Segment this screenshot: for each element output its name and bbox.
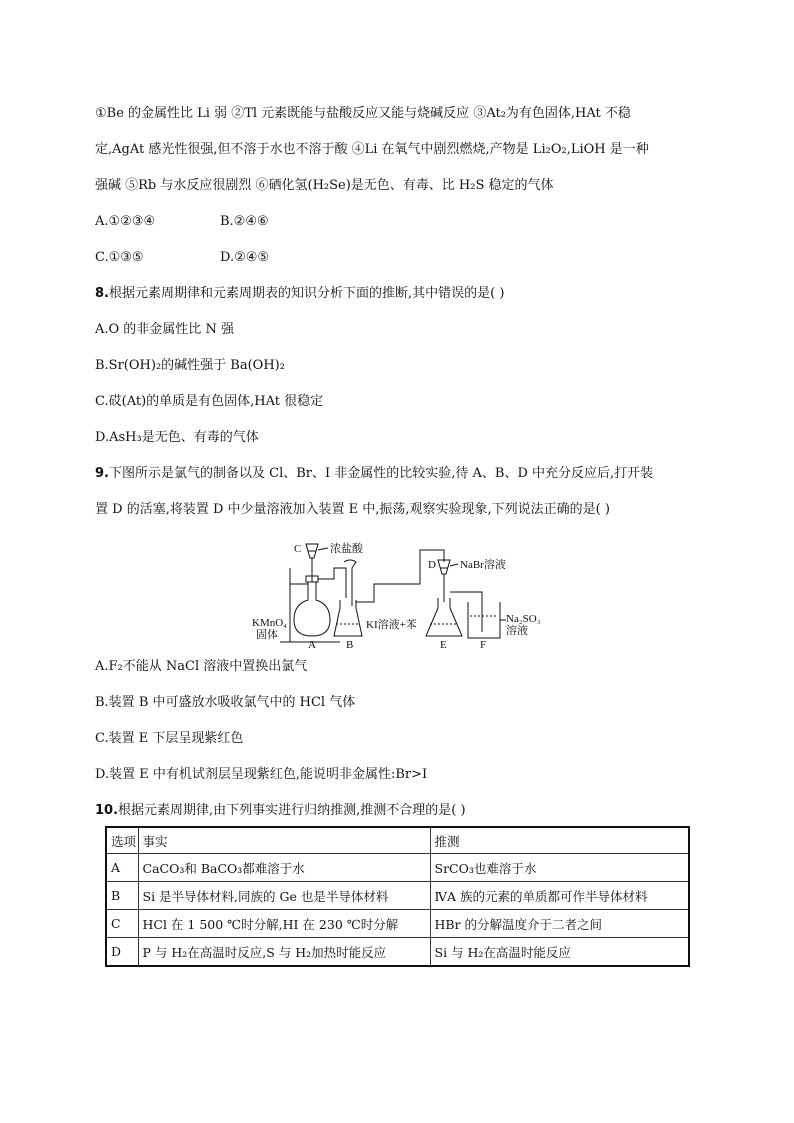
q7-option-c: C.①③⑤ bbox=[95, 250, 144, 265]
leader-nabr bbox=[450, 564, 458, 566]
apparatus-diagram bbox=[250, 538, 550, 650]
q9-option-a: A.F₂不能从 NaCl 溶液中置换出氯气 bbox=[95, 659, 308, 674]
q8-stem-row bbox=[95, 286, 504, 302]
label-nabr: NaBr溶液 bbox=[460, 559, 506, 571]
table-cell-fact: HCl 在 1 500 ℃时分解,HI 在 230 ℃时分解 bbox=[138, 910, 430, 938]
table-header-fact: 事实 bbox=[138, 827, 430, 854]
table-header-inference: 推测 bbox=[430, 827, 689, 854]
table-cell-fact: CaCO₃和 BaCO₃都难溶于水 bbox=[138, 854, 430, 882]
q9-stem-row-1 bbox=[95, 466, 653, 482]
tube-e-f bbox=[450, 592, 482, 632]
q7-stem-line-1: ①Be 的金属性比 Li 弱 ②Tl 元素既能与盐酸反应又能与烧碱反应 ③At₂为有色固体,HAt 不稳 bbox=[95, 106, 631, 121]
q7-option-a: A.①②③④ bbox=[95, 214, 156, 229]
table-row bbox=[106, 882, 689, 910]
q8-number: 8. bbox=[95, 286, 109, 301]
table-row bbox=[106, 910, 689, 938]
q8-option-d: D.AsH₃是无色、有毒的气体 bbox=[95, 430, 259, 445]
q9-stem-line-2: 置 D 的活塞,将装置 D 中少量溶液加入装置 E 中,振荡,观察实验现象,下列说法正确的是( ) bbox=[95, 502, 610, 517]
label-d: D bbox=[428, 559, 436, 571]
table-header-option: 选项 bbox=[106, 827, 138, 854]
q9-option-b: B.装置 B 中可盛放水吸收氯气中的 HCl 气体 bbox=[95, 695, 356, 710]
table-cell-option: B bbox=[106, 882, 138, 910]
table-cell-option: C bbox=[106, 910, 138, 938]
table-cell-fact: Si 是半导体材料,同族的 Ge 也是半导体材料 bbox=[138, 882, 430, 910]
table-cell-option: A bbox=[106, 854, 138, 882]
q10-stem: 根据元素周期律,由下列事实进行归纳推测,推测不合理的是( ) bbox=[118, 803, 466, 818]
apparatus-figure bbox=[250, 538, 550, 650]
tube-b-d bbox=[356, 550, 444, 602]
label-kmno4: KMnO₄ bbox=[252, 617, 288, 629]
table-cell-inference: HBr 的分解温度介于二者之间 bbox=[430, 910, 689, 938]
q9-number: 9. bbox=[95, 466, 109, 481]
q10-stem-row bbox=[95, 803, 466, 819]
leader-hcl bbox=[318, 548, 328, 550]
label-ki: KI溶液+苯 bbox=[366, 619, 417, 631]
q8-option-c: C.砹(At)的单质是有色固体,HAt 很稳定 bbox=[95, 394, 324, 409]
q10-table bbox=[105, 826, 690, 967]
q8-option-b: B.Sr(OH)₂的碱性强于 Ba(OH)₂ bbox=[95, 358, 285, 373]
table-row bbox=[106, 854, 689, 882]
q8-stem: 根据元素周期律和元素周期表的知识分析下面的推断,其中错误的是( ) bbox=[108, 286, 505, 301]
label-soln: 溶液 bbox=[506, 625, 528, 637]
table-cell-inference: Si 与 H₂在高温时能反应 bbox=[430, 938, 689, 967]
tube-a-b bbox=[318, 568, 346, 598]
label-f: F bbox=[480, 639, 487, 650]
table-header-row bbox=[106, 827, 689, 854]
table-row bbox=[106, 938, 689, 967]
funnel-d bbox=[438, 560, 450, 574]
label-hcl: 浓盐酸 bbox=[330, 543, 363, 555]
bottle-b bbox=[334, 600, 362, 636]
q9-stem-line-1: 下图所示是氯气的制备以及 Cl、Br、I 非金属性的比较实验,待 A、B、D 中充分反应后,打开装 bbox=[108, 466, 654, 481]
flask-e bbox=[426, 598, 462, 636]
q7-option-d: D.②④⑤ bbox=[220, 250, 270, 265]
table-cell-fact: P 与 H₂在高温时反应,S 与 H₂加热时能反应 bbox=[138, 938, 430, 967]
beaker-f bbox=[468, 602, 500, 638]
table-cell-inference: ⅣA 族的元素的单质都可作半导体材料 bbox=[430, 882, 689, 910]
label-c: C bbox=[294, 543, 302, 555]
q7-stem-line-2: 定,AgAt 感光性很强,但不溶于水也不溶于酸 ④Li 在氧气中剧烈燃烧,产物是 Li₂O₂,LiOH 是一种 bbox=[95, 142, 649, 157]
table-cell-option: D bbox=[106, 938, 138, 967]
q8-option-a: A.O 的非金属性比 N 强 bbox=[95, 322, 234, 337]
q9-option-c: C.装置 E 下层呈现紫红色 bbox=[95, 731, 244, 746]
label-solid: 固体 bbox=[256, 629, 278, 641]
q7-stem-line-3: 强碱 ⑤Rb 与水反应很剧烈 ⑥硒化氢(H₂Se)是无色、有毒、比 H₂S 稳定的气体 bbox=[95, 178, 554, 193]
label-b: B bbox=[346, 639, 354, 650]
q7-option-b: B.②④⑥ bbox=[220, 214, 269, 229]
label-na2so3: Na₂SO₃ bbox=[506, 613, 541, 625]
label-e: E bbox=[440, 639, 447, 650]
flask-a bbox=[294, 582, 330, 636]
q10-number: 10. bbox=[95, 803, 119, 818]
table-cell-inference: SrCO₃也难溶于水 bbox=[430, 854, 689, 882]
label-a: A bbox=[308, 639, 316, 650]
q9-option-d: D.装置 E 中有机试剂层呈现紫红色,能说明非金属性:Br>I bbox=[95, 767, 428, 782]
